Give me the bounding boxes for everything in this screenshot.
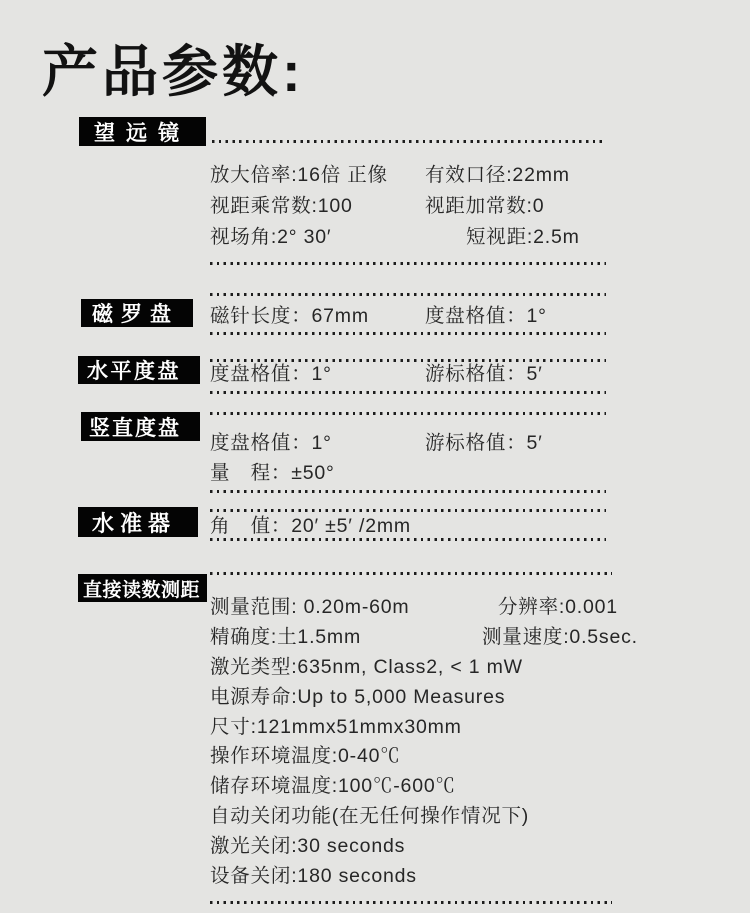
spec-left: 设备关闭:180 seconds: [210, 864, 417, 887]
section-rows-horizontal-circle: [210, 358, 750, 386]
spec-left: 精确度:土1.5mm: [210, 625, 362, 648]
spec-right: 视距加常数:0: [425, 194, 545, 217]
spec-row: [210, 590, 750, 620]
spec-left: 测量范围: 0.20m-60m: [210, 595, 410, 618]
page-title: 产品参数:: [42, 40, 305, 103]
divider-dotted: [212, 140, 605, 143]
divider-dotted: [210, 538, 606, 541]
spec-right: 游标格值：5′: [425, 432, 543, 454]
spec-row: [210, 510, 750, 538]
section-rows-level: [210, 510, 750, 538]
spec-row: [210, 188, 750, 219]
section-rows-vertical-circle: [210, 426, 750, 486]
spec-row: [210, 456, 750, 486]
divider-dotted: [210, 262, 606, 265]
spec-row: [210, 859, 750, 889]
spec-row: [210, 219, 750, 250]
section-label-direct-reading: 直接读数测距: [78, 574, 207, 602]
spec-row: [210, 769, 750, 799]
spec-row: [210, 426, 750, 456]
divider-dotted: [210, 572, 612, 575]
spec-row: [210, 300, 750, 328]
spec-left: 视距乘常数:100: [210, 194, 353, 217]
divider-dotted: [210, 412, 606, 415]
spec-left: 操作环境温度:0-40℃: [210, 745, 401, 768]
spec-right: 分辨率:0.001: [498, 595, 618, 618]
spec-row: [210, 739, 750, 769]
spec-row: [210, 829, 750, 859]
spec-left: 度盘格值：1°: [210, 363, 332, 385]
spec-left: 度盘格值：1°: [210, 432, 332, 454]
spec-left: 自动关闭功能(在无任何操作情况下): [210, 805, 530, 828]
spec-right: 游标格值：5′: [425, 363, 543, 385]
spec-row: [210, 710, 750, 740]
spec-right: 测量速度:0.5sec.: [482, 625, 638, 648]
divider-dotted: [210, 490, 606, 493]
section-rows-direct-reading: [210, 590, 750, 889]
spec-left: 电源寿命:Up to 5,000 Measures: [210, 685, 506, 708]
spec-left: 激光类型:635nm, Class2, < 1 mW: [210, 655, 523, 678]
section-label-vertical-circle: 竖直度盘: [81, 412, 200, 441]
spec-left: 放大倍率:16倍 正像: [210, 163, 388, 186]
spec-row: [210, 799, 750, 829]
spec-left: 储存环境温度:100℃-600℃: [210, 775, 456, 798]
spec-left: 视场角:2° 30′: [210, 225, 332, 248]
section-label-level: 水准器: [78, 507, 198, 537]
spec-right: 有效口径:22mm: [425, 163, 570, 186]
divider-dotted: [210, 391, 606, 394]
spec-left: 尺寸:121mmx51mmx30mm: [210, 715, 462, 738]
spec-row: [210, 358, 750, 386]
spec-row: [210, 680, 750, 710]
spec-row: [210, 620, 750, 650]
spec-row: [210, 157, 750, 188]
spec-right: 短视距:2.5m: [466, 225, 580, 248]
spec-right: 度盘格值：1°: [425, 305, 547, 327]
divider-dotted: [210, 332, 606, 335]
section-label-compass: 磁罗盘: [81, 299, 193, 327]
spec-left: 角 值：20′ ±5′ /2mm: [210, 515, 411, 537]
spec-left: 磁针长度：67mm: [210, 305, 369, 327]
section-rows-telescope: [210, 157, 750, 250]
section-rows-compass: [210, 300, 750, 328]
section-label-telescope: 望远镜: [79, 117, 206, 146]
divider-dotted: [210, 901, 612, 904]
spec-left: 激光关闭:30 seconds: [210, 835, 406, 858]
spec-row: [210, 650, 750, 680]
section-label-horizontal-circle: 水平度盘: [78, 356, 200, 384]
spec-left: 量 程：±50°: [210, 462, 335, 484]
divider-dotted: [210, 293, 606, 296]
